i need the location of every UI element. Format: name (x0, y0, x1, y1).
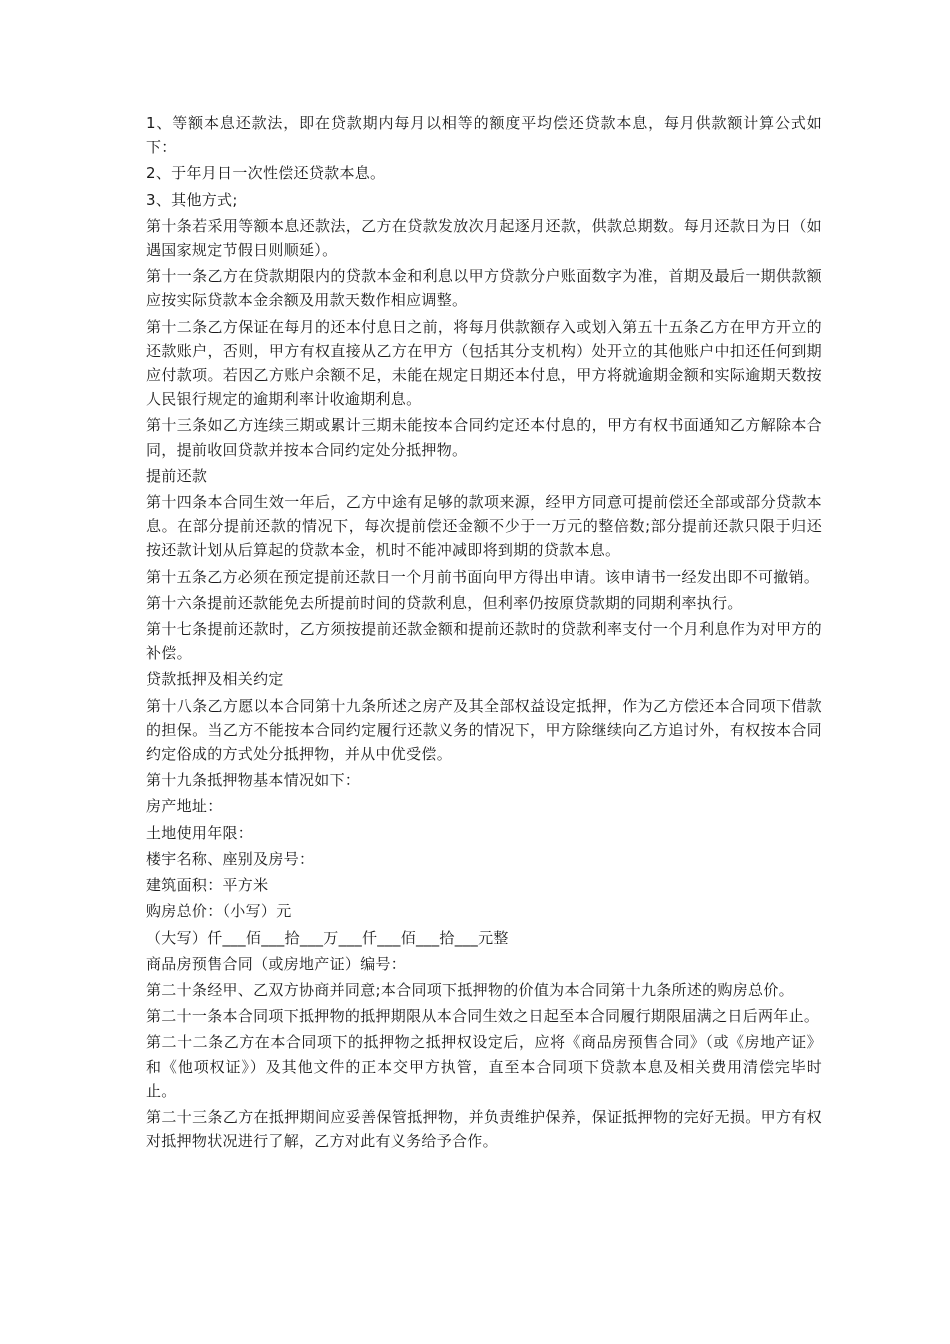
paragraph-article-23: 第二十三条乙方在抵押期间应妥善保管抵押物，并负责维护保养，保证抵押物的完好无损。甲方有权对抵押物状况进行了解，乙方对此有义务给予合作。 (146, 1107, 822, 1151)
paragraph-article-11: 第十一条乙方在贷款期限内的贷款本金和利息以甲方贷款分户账面数字为准，首期及最后一期供款额应按实际贷款本金余额及用款天数作相应调整。 (146, 267, 822, 310)
field-property-address: 房产地址： (146, 797, 223, 816)
paragraph-article-12: 第十二条乙方保证在每月的还本付息日之前，将每月供款额存入或划入第五十五条乙方在甲方开立的还款账户，否则，甲方有权直接从乙方在甲方（包括其分支机构）处开立的其他账户中扣还任何到期应付款项。若因乙方账户余额不足，未能在规定日期还本付息，甲方将就逾期金额和实际逾期天数按人民银行规定的逾期利率计收逾期利息。 (146, 317, 822, 409)
section-heading-prepayment: 提前还款 (146, 466, 208, 485)
paragraph-article-13: 第十三条如乙方连续三期或累计三期未能按本合同约定还本付息的，甲方有权书面通知乙方解除本合同，提前收回贷款并按本合同约定处分抵押物。 (146, 416, 822, 459)
paragraph-article-21: 第二十一条本合同项下抵押物的抵押期限从本合同生效之日起至本合同履行期限届满之日后两年止。 (146, 1007, 820, 1026)
paragraph-article-18: 第十八条乙方愿以本合同第十九条所述之房产及其全部权益设定抵押，作为乙方偿还本合同项下借款的担保。当乙方不能按本合同约定履行还款义务的情况下，甲方除继续向乙方追讨外，有权按本合同约定俗成的方式处分抵押物，并从中优受偿。 (146, 696, 822, 764)
paragraph-article-22: 第二十二条乙方在本合同项下的抵押物之抵押权设定后，应将《商品房预售合同》（或《房地产证》和《他项权证》）及其他文件的正本交甲方执管，直至本合同项下贷款本息及相关费用清偿完毕时止。 (146, 1033, 822, 1100)
paragraph-article-17: 第十七条提前还款时，乙方须按提前还款金额和提前还款时的贷款利率支付一个月利息作为对甲方的补偿。 (146, 620, 822, 663)
paragraph-article-14: 第十四条本合同生效一年后，乙方中途有足够的款项来源，经甲方同意可提前偿还全部或部分贷款本息。在部分提前还款的情况下，每次提前偿还金额不少于一万元的整倍数;部分提前还款只限于归还按还款计划从后算起的贷款本金，机时不能冲减即将到期的贷款本息。 (146, 493, 822, 560)
paragraph-article-16: 第十六条提前还款能免去所提前时间的贷款利息，但利率仍按原贷款期的同期利率执行。 (146, 593, 743, 612)
paragraph-repayment-method-2: 2、于年月日一次性偿还贷款本息。 (146, 164, 386, 183)
paragraph-repayment-method-3: 3、其他方式; (146, 190, 238, 209)
paragraph-article-20: 第二十条经甲、乙双方协商并同意;本合同项下抵押物的价值为本合同第十九条所述的购房总价。 (146, 980, 794, 999)
field-building-name: 楼宇名称、座别及房号： (146, 849, 315, 868)
paragraph-repayment-method-1: 1、等额本息还款法，即在贷款期内每月以相等的额度平均偿还贷款本息，每月供款额计算公式如下： (146, 114, 822, 157)
paragraph-article-15: 第十五条乙方必须在预定提前还款日一个月前书面向甲方得出申请。该申请书一经发出即不可撤销。 (146, 567, 820, 586)
field-purchase-price-words: （大写）仟___佰___拾___万___仟___佰___拾___元整 (146, 928, 509, 947)
field-purchase-price: 购房总价：（小写）元 (146, 902, 292, 921)
section-heading-mortgage: 贷款抵押及相关约定 (146, 670, 284, 689)
paragraph-article-19: 第十九条抵押物基本情况如下： (146, 771, 361, 790)
paragraph-article-10: 第十条若采用等额本息还款法，乙方在贷款发放次月起逐月还款，供款总期数。每月还款日为日（如遇国家规定节假日则顺延）。 (146, 216, 822, 260)
field-land-use-term: 土地使用年限： (146, 823, 254, 842)
field-floor-area: 建筑面积：平方米 (146, 876, 269, 895)
field-contract-number: 商品房预售合同（或房地产证）编号： (146, 954, 407, 973)
document-body (146, 111, 822, 1155)
